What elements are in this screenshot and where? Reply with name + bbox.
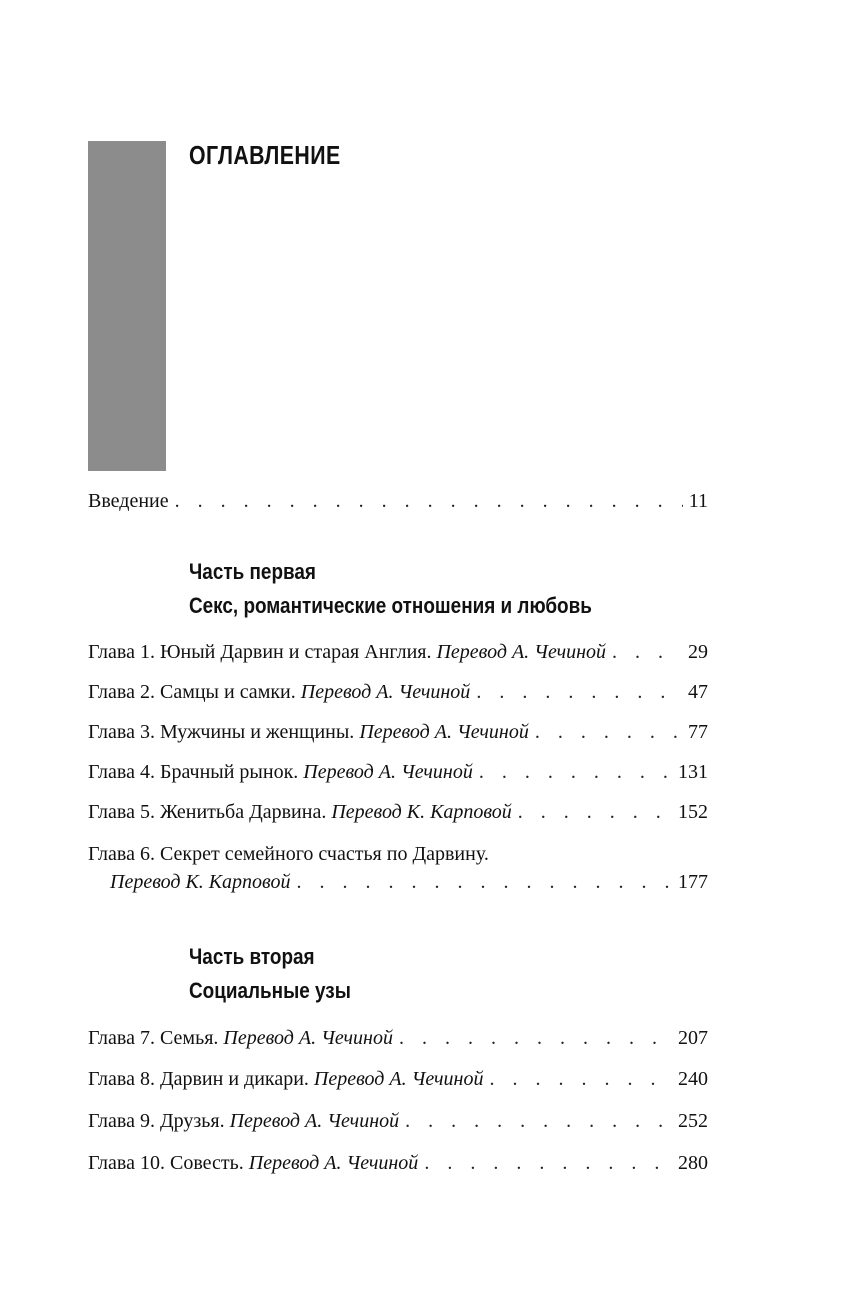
page-number: 280 xyxy=(678,1152,708,1174)
page-number: 11 xyxy=(688,490,708,512)
entry-label: Глава 7. Семья. Перевод А. Чечиной xyxy=(88,1027,393,1049)
entry-label: Глава 10. Совесть. Перевод А. Чечиной xyxy=(88,1152,419,1174)
page-number: 47 xyxy=(688,681,708,703)
toc-entry-chapter[interactable] xyxy=(88,760,708,784)
entry-label: Глава 1. Юный Дарвин и старая Англия. Перевод А. Чечиной xyxy=(88,641,607,663)
toc-entry-chapter-label[interactable]: Глава 6. Секрет семейного счастья по Дарвину. xyxy=(88,843,489,865)
page-number: 207 xyxy=(678,1027,708,1049)
toc-entry-chapter[interactable] xyxy=(88,800,708,824)
entry-label: Введение xyxy=(88,490,169,512)
toc-entry-chapter[interactable] xyxy=(88,640,708,664)
dot-leader xyxy=(612,640,682,664)
page-number: 131 xyxy=(678,761,708,783)
dot-leader xyxy=(405,1109,672,1133)
toc-entry-intro[interactable] xyxy=(88,489,708,513)
dot-leader xyxy=(296,870,672,894)
dot-leader xyxy=(424,1151,672,1175)
decorative-gray-bar xyxy=(88,141,166,471)
entry-label: Глава 2. Самцы и самки. Перевод А. Чечиной xyxy=(88,681,471,703)
entry-translator: Перевод К. Карповой xyxy=(110,871,291,893)
page-number: 240 xyxy=(678,1068,708,1090)
dot-leader xyxy=(476,680,682,704)
toc-entry-chapter[interactable] xyxy=(88,1026,708,1050)
toc-entry-chapter[interactable] xyxy=(88,1067,708,1091)
entry-label: Глава 5. Женитьба Дарвина. Перевод К. Карповой xyxy=(88,801,512,823)
entry-label: Глава 3. Мужчины и женщины. Перевод А. Чечиной xyxy=(88,721,529,743)
dot-leader xyxy=(535,720,682,744)
page-title: ОГЛАВЛЕНИЕ xyxy=(189,140,341,170)
dot-leader xyxy=(479,760,672,784)
entry-label: Глава 9. Друзья. Перевод А. Чечиной xyxy=(88,1110,400,1132)
part-title: Секс, романтические отношения и любовь xyxy=(189,593,592,618)
page-number: 152 xyxy=(678,801,708,823)
part-title: Социальные узы xyxy=(189,978,351,1003)
toc-entry-chapter[interactable] xyxy=(88,1151,708,1175)
part-label: Часть вторая xyxy=(189,944,315,969)
page-number: 77 xyxy=(688,721,708,743)
dot-leader xyxy=(518,800,672,824)
dot-leader xyxy=(489,1067,672,1091)
toc-entry-chapter[interactable] xyxy=(88,1109,708,1133)
entry-label: Глава 8. Дарвин и дикари. Перевод А. Чечиной xyxy=(88,1068,484,1090)
toc-entry-chapter-continuation[interactable] xyxy=(110,870,708,894)
toc-entry-chapter[interactable] xyxy=(88,720,708,744)
page-number: 252 xyxy=(678,1110,708,1132)
page-number: 177 xyxy=(678,871,708,893)
dot-leader xyxy=(175,489,683,513)
page-number: 29 xyxy=(688,641,708,663)
dot-leader xyxy=(399,1026,672,1050)
entry-label: Глава 4. Брачный рынок. Перевод А. Чечиной xyxy=(88,761,473,783)
part-label: Часть первая xyxy=(189,559,316,584)
toc-entry-chapter[interactable] xyxy=(88,680,708,704)
